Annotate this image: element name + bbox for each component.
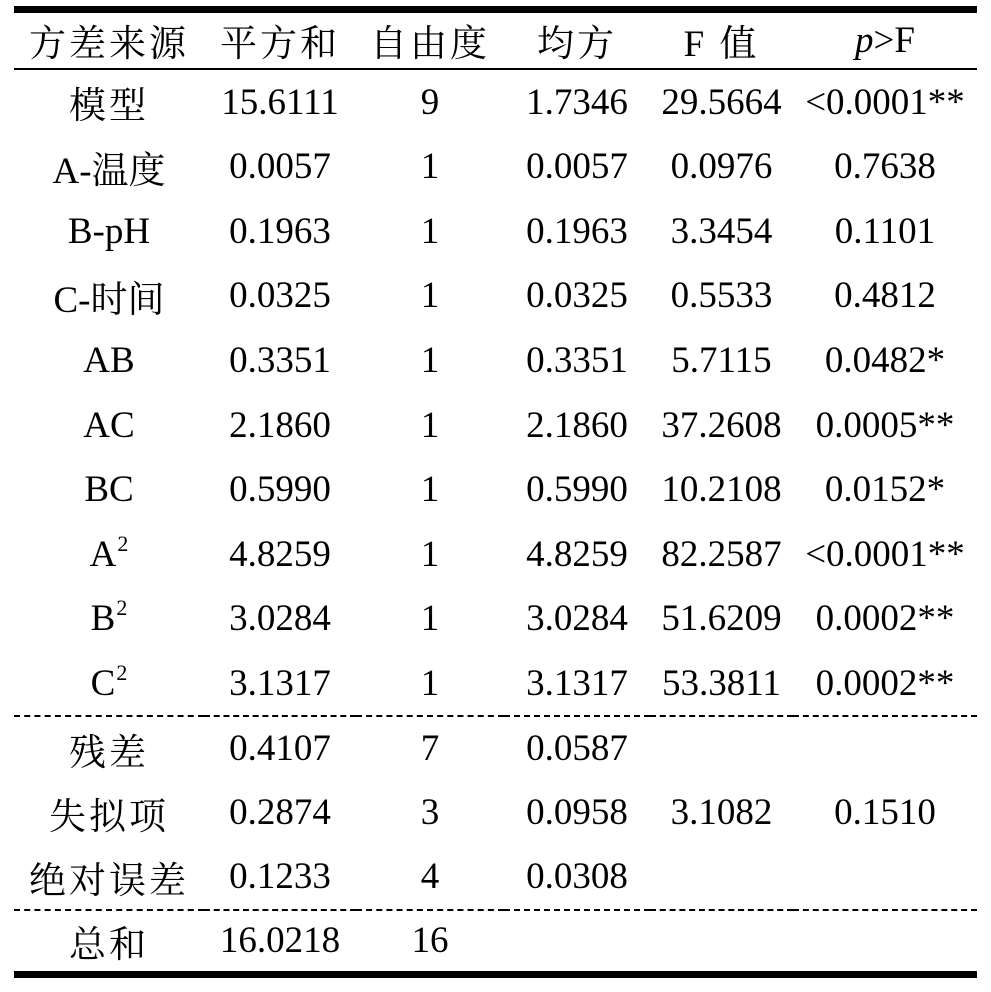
row-source: 模型 — [69, 86, 149, 127]
table-row — [14, 199, 977, 264]
row-ss: 15.6111 — [221, 81, 339, 123]
row-source — [14, 522, 204, 587]
row-df: 9 — [420, 81, 440, 123]
header-sum-of-squares: 平方和 — [204, 10, 356, 69]
row-source-exponent: 2 — [116, 595, 128, 621]
total-p-empty — [793, 910, 977, 975]
row-source-letter: C — [90, 662, 116, 704]
row-df: 1 — [420, 533, 440, 575]
residual-df: 7 — [420, 728, 440, 770]
row-source: C-时间 — [53, 279, 165, 321]
row-f: 53.3811 — [650, 651, 793, 716]
row-f: 0.0976 — [670, 146, 773, 188]
row-ss: 0.3351 — [229, 340, 331, 382]
row-ss: 0.1963 — [229, 210, 331, 252]
table-row — [14, 457, 977, 522]
row-ss: 3.1317 — [204, 651, 356, 716]
header-source: 方差来源 — [14, 10, 204, 69]
row-source: A-温度 — [52, 150, 166, 192]
row-df: 1 — [420, 404, 440, 446]
table-row — [14, 328, 977, 393]
row-f: 0.5533 — [670, 275, 773, 317]
row-ms: 4.8259 — [526, 533, 628, 575]
total-df: 16 — [411, 920, 449, 962]
table-row — [14, 69, 977, 135]
row-f: 51.6209 — [661, 598, 782, 640]
row-f: 10.2108 — [661, 469, 782, 511]
row-f: 37.2608 — [661, 404, 782, 446]
table-row — [14, 393, 977, 458]
header-mean-square: 均方 — [504, 10, 650, 69]
lack-of-fit-ss: 0.2874 — [229, 792, 331, 834]
row-ms: 0.0057 — [526, 146, 628, 188]
row-ss: 2.1860 — [229, 404, 331, 446]
row-ss: 4.8259 — [229, 533, 331, 575]
table-row — [14, 264, 977, 329]
total-ss: 16.0218 — [219, 920, 341, 962]
header-p-rest: >F — [873, 19, 915, 61]
row-source — [14, 651, 204, 716]
row-df: 1 — [420, 275, 440, 317]
row-source: BC — [84, 469, 134, 511]
lack-of-fit-f: 3.1082 — [670, 792, 773, 834]
row-source-exponent: 2 — [117, 530, 129, 556]
header-p-value — [793, 10, 977, 69]
table-row — [14, 522, 977, 587]
residual-group — [14, 716, 977, 910]
pure-error-ms: 0.0308 — [504, 845, 650, 910]
row-f: 3.3454 — [670, 210, 773, 252]
row-f: 5.7115 — [671, 340, 772, 382]
row-source-letter: B — [90, 598, 116, 640]
residual-ss: 0.4107 — [229, 728, 331, 770]
residual-row — [14, 716, 977, 781]
row-df: 1 — [420, 469, 440, 511]
pure-error-ss: 0.1233 — [204, 845, 356, 910]
row-p: 0.0002** — [815, 598, 955, 640]
row-df: 1 — [420, 598, 440, 640]
row-p: 0.0482* — [824, 340, 946, 382]
residual-source: 残差 — [69, 732, 149, 774]
row-df: 1 — [420, 146, 440, 188]
anova-table — [14, 6, 977, 978]
table-row — [14, 587, 977, 652]
residual-f-empty — [650, 716, 793, 781]
table-row — [14, 651, 977, 716]
row-source-exponent: 2 — [116, 659, 128, 685]
table-header — [14, 10, 977, 69]
row-p: 0.1101 — [834, 210, 936, 252]
lack-of-fit-row — [14, 780, 977, 845]
lack-of-fit-p: 0.1510 — [834, 792, 936, 834]
residual-ms: 0.0587 — [526, 728, 628, 770]
pure-error-source: 绝对误差 — [14, 845, 204, 910]
header-degrees-of-freedom: 自由度 — [356, 10, 504, 69]
row-p: 0.4812 — [834, 275, 936, 317]
row-ms: 0.3351 — [526, 340, 628, 382]
row-p: 0.0005** — [815, 404, 955, 446]
total-row — [14, 910, 977, 975]
row-f: 29.5664 — [661, 81, 782, 123]
row-source — [14, 587, 204, 652]
header-row — [14, 10, 977, 69]
row-ms: 3.1317 — [504, 651, 650, 716]
row-source: AB — [83, 340, 135, 382]
pure-error-df: 4 — [356, 845, 504, 910]
pure-error-p-empty — [793, 845, 977, 910]
row-ms: 0.0325 — [526, 275, 628, 317]
total-ms-empty — [504, 910, 650, 975]
total-f-empty — [650, 910, 793, 975]
row-df: 1 — [420, 210, 440, 252]
row-ms: 0.5990 — [526, 469, 628, 511]
row-ss: 0.5990 — [229, 469, 331, 511]
row-ss: 3.0284 — [229, 598, 331, 640]
row-df: 1 — [356, 651, 504, 716]
lack-of-fit-df: 3 — [420, 792, 440, 834]
lack-of-fit-ms: 0.0958 — [526, 792, 628, 834]
pure-error-f-empty — [650, 845, 793, 910]
row-p: 0.0002** — [793, 651, 977, 716]
table-row — [14, 135, 977, 200]
row-ms: 0.1963 — [526, 210, 628, 252]
row-p: <0.0001** — [805, 533, 965, 575]
row-p: 0.0152* — [824, 469, 946, 511]
row-df: 1 — [420, 340, 440, 382]
row-ms: 3.0284 — [526, 598, 628, 640]
row-source-letter: A — [89, 533, 117, 575]
row-p: <0.0001** — [805, 81, 965, 123]
pure-error-row — [14, 845, 977, 910]
row-ss: 0.0057 — [229, 146, 331, 188]
row-ms: 2.1860 — [526, 404, 628, 446]
total-source: 总和 — [69, 924, 149, 966]
total-group — [14, 910, 977, 975]
header-f-value: F 值 — [650, 10, 793, 69]
row-source: AC — [83, 404, 135, 446]
row-p: 0.7638 — [834, 146, 936, 188]
model-terms-group — [14, 69, 977, 716]
header-p-italic: p — [855, 19, 874, 61]
residual-p-empty — [793, 716, 977, 781]
row-ss: 0.0325 — [229, 275, 331, 317]
lack-of-fit-source: 失拟项 — [49, 796, 169, 838]
row-ms: 1.7346 — [526, 81, 628, 123]
row-f: 82.2587 — [661, 533, 782, 575]
row-source: B-pH — [67, 210, 151, 252]
